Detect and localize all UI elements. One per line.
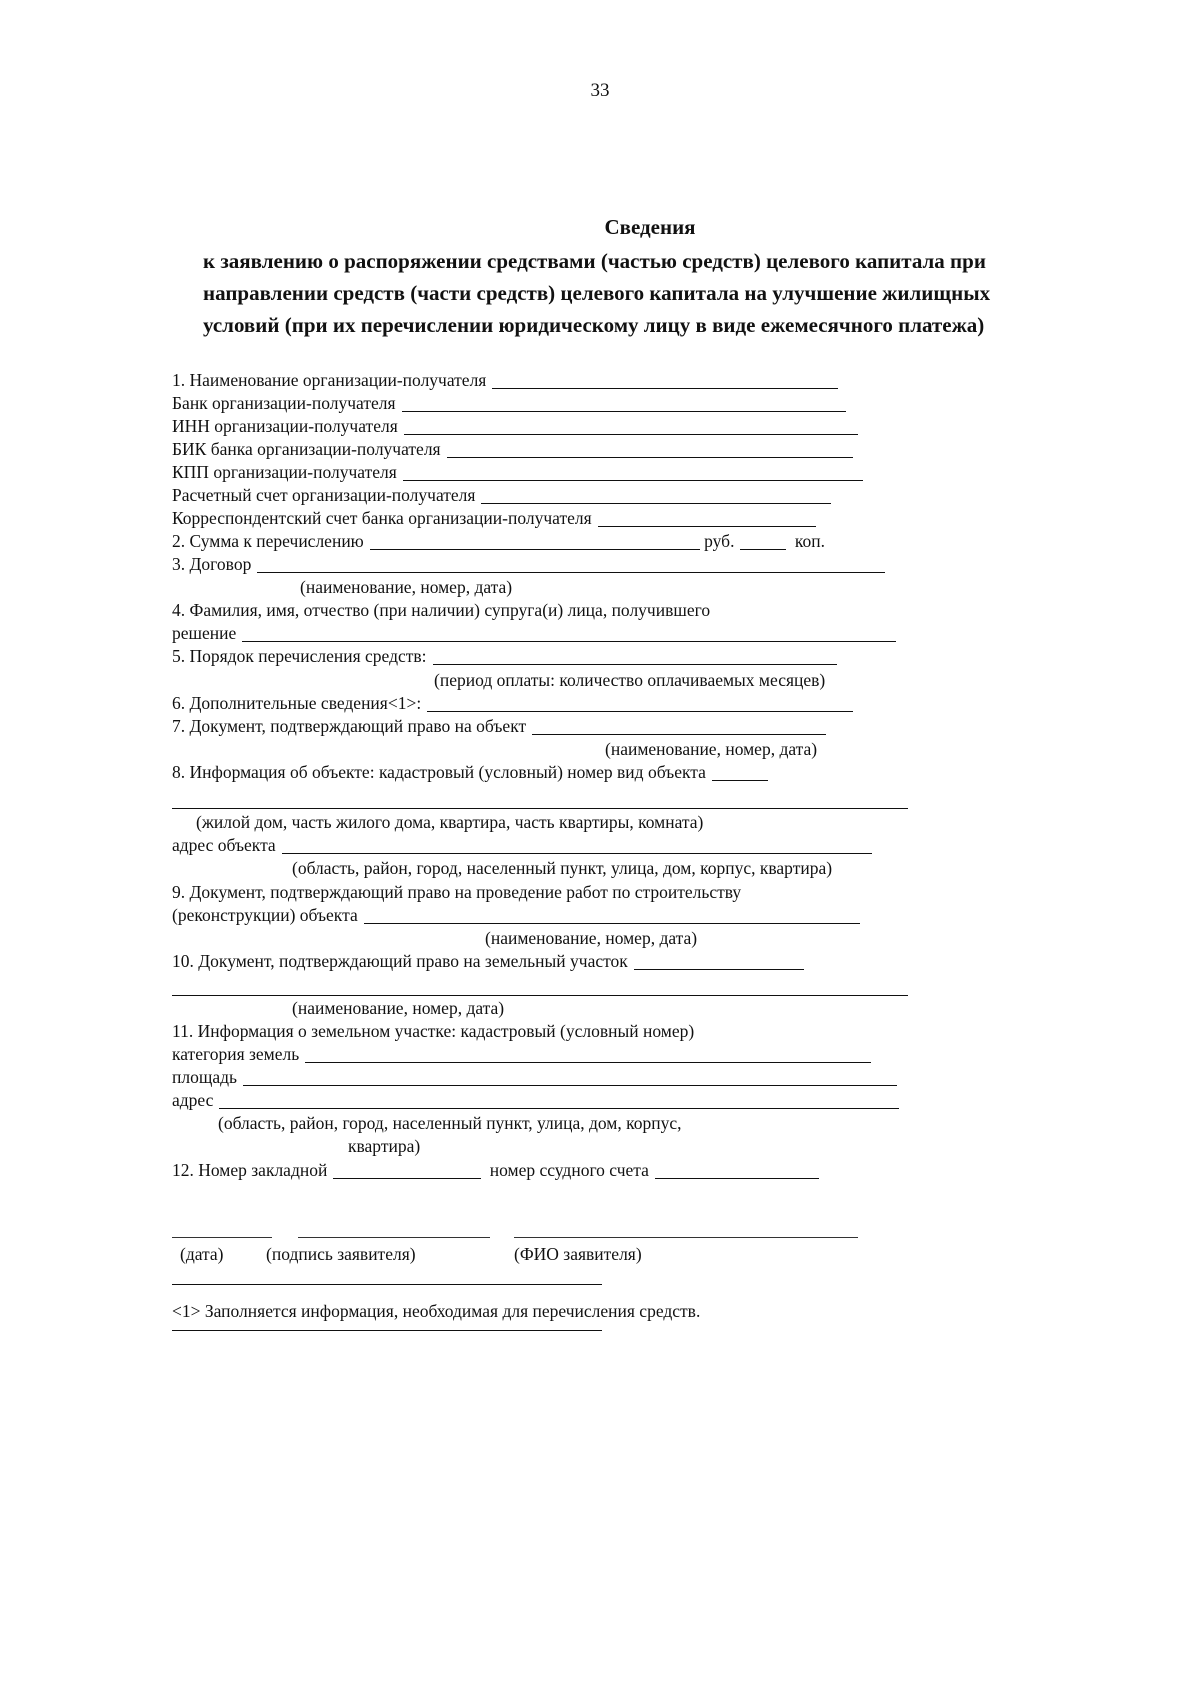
field-label: адрес объекта: [172, 835, 276, 855]
field-org-name: [172, 372, 838, 390]
field-construction: [172, 907, 860, 925]
form-title: Сведения: [604, 215, 696, 239]
object-address-hint: (область, район, город, населенный пункт, улица, дом, корпус, квартира): [292, 858, 833, 878]
field-ownership-doc: [172, 718, 826, 736]
field-object-address: [172, 837, 872, 855]
field-contract: [172, 556, 885, 574]
contract-hint: (наименование, номер, дата): [300, 577, 513, 597]
field-label: 1. Наименование организации-получателя: [172, 370, 487, 390]
additional-input[interactable]: [427, 695, 853, 712]
field-label: 7. Документ, подтверждающий право на объект: [172, 716, 527, 736]
field-land-address: [172, 1092, 899, 1110]
field-label: (реконструкции) объекта: [172, 905, 358, 925]
field-label: 3. Договор: [172, 554, 252, 574]
contract-input[interactable]: [257, 556, 885, 573]
bank-input[interactable]: [402, 395, 846, 412]
field-land-category: [172, 1046, 871, 1064]
area-input[interactable]: [243, 1069, 897, 1086]
construction-doc-input[interactable]: [364, 907, 860, 924]
object-type-hint: (жилой дом, часть жилого дома, квартира, часть квартиры, комната): [196, 812, 704, 832]
ownership-doc-hint: (наименование, номер, дата): [605, 739, 818, 759]
field-corr-account: [172, 510, 816, 528]
field-label: Корреспондентский счет банка организации-получателя: [172, 508, 592, 528]
land-doc-continued-input[interactable]: [172, 995, 908, 996]
applicant-name-caption: (ФИО заявителя): [514, 1244, 642, 1264]
field-bik: [172, 441, 853, 459]
field-label: КПП организации-получателя: [172, 462, 397, 482]
field-label: 8. Информация об объекте: кадастровый (условный) номер вид объекта: [172, 762, 706, 782]
account-input[interactable]: [481, 487, 831, 504]
field-label: категория земель: [172, 1044, 300, 1064]
applicant-name-line[interactable]: [514, 1237, 858, 1238]
field-spouse: [172, 625, 896, 643]
field-label: адрес: [172, 1090, 214, 1110]
form-subtitle-line-2: направлении средств (части средств) целевого капитала на улучшение жилищных: [203, 281, 991, 305]
corr-account-input[interactable]: [598, 510, 816, 527]
field-label: площадь: [172, 1067, 237, 1087]
date-caption: (дата): [180, 1244, 224, 1264]
land-address-hint-continued: квартира): [348, 1136, 421, 1156]
sum-rub-input[interactable]: [370, 533, 700, 550]
field-label: решение: [172, 623, 237, 643]
kop-label: коп.: [794, 531, 825, 551]
loan-account-label: номер ссудного счета: [489, 1160, 649, 1180]
footnote: <1> Заполняется информация, необходимая для перечисления средств.: [172, 1301, 701, 1321]
field-area: [172, 1069, 897, 1087]
applicant-signature-line[interactable]: [298, 1237, 490, 1238]
field-spouse-line1: 4. Фамилия, имя, отчество (при наличии) супруга(и) лица, получившего: [172, 600, 711, 620]
spouse-input[interactable]: [242, 625, 896, 642]
field-sum: [172, 533, 825, 551]
land-doc-hint: (наименование, номер, дата): [292, 998, 505, 1018]
field-object-info: [172, 764, 768, 782]
land-category-input[interactable]: [305, 1046, 871, 1063]
field-label: БИК банка организации-получателя: [172, 439, 441, 459]
org-name-input[interactable]: [492, 372, 838, 389]
field-land-doc: [172, 953, 804, 971]
field-transfer-order: [172, 648, 837, 666]
object-info-input[interactable]: [172, 808, 908, 809]
field-label: 6. Дополнительные сведения<1>:: [172, 693, 422, 713]
form-subtitle-line-3: условий (при их перечислении юридическому лицу в виде ежемесячного платежа): [203, 313, 985, 337]
kpp-input[interactable]: [403, 464, 863, 481]
rub-label: руб.: [704, 531, 735, 551]
field-bank: [172, 395, 846, 413]
transfer-order-input[interactable]: [433, 648, 837, 665]
inn-input[interactable]: [404, 418, 858, 435]
signature-caption: (подпись заявителя): [266, 1244, 416, 1264]
land-address-hint: (область, район, город, населенный пункт, улица, дом, корпус,: [218, 1113, 682, 1133]
field-construction-line1: 9. Документ, подтверждающий право на проведение работ по строительству: [172, 882, 742, 902]
field-kpp: [172, 464, 863, 482]
field-label: ИНН организации-получателя: [172, 416, 398, 436]
page-number: 33: [590, 80, 610, 101]
object-type-input[interactable]: [712, 764, 768, 781]
mortgage-number-input[interactable]: [333, 1162, 481, 1179]
construction-doc-hint: (наименование, номер, дата): [485, 928, 698, 948]
field-account: [172, 487, 831, 505]
ownership-doc-input[interactable]: [532, 718, 826, 735]
form-subtitle-line-1: к заявлению о распоряжении средствами (частью средств) целевого капитала при: [203, 249, 986, 273]
field-label: Расчетный счет организации-получателя: [172, 485, 476, 505]
land-doc-input[interactable]: [634, 953, 804, 970]
footnote-bottom-rule: [172, 1330, 602, 1331]
land-address-input[interactable]: [219, 1092, 899, 1109]
field-inn: [172, 418, 858, 436]
field-land-info: 11. Информация о земельном участке: кадастровый (условный номер): [172, 1021, 695, 1041]
footnote-separator: [172, 1284, 602, 1285]
field-mortgage: [172, 1162, 819, 1180]
sum-kop-input[interactable]: [740, 533, 786, 550]
date-signature-line[interactable]: [172, 1237, 272, 1238]
field-label: Банк организации-получателя: [172, 393, 396, 413]
field-label: 10. Документ, подтверждающий право на земельный участок: [172, 951, 628, 971]
bik-input[interactable]: [447, 441, 853, 458]
field-label: 12. Номер закладной: [172, 1160, 328, 1180]
field-additional: [172, 695, 853, 713]
object-address-input[interactable]: [282, 837, 872, 854]
field-label: 5. Порядок перечисления средств:: [172, 646, 427, 666]
transfer-order-hint: (период оплаты: количество оплачиваемых месяцев): [434, 670, 826, 690]
field-label: 2. Сумма к перечислению: [172, 531, 364, 551]
loan-account-input[interactable]: [655, 1162, 819, 1179]
